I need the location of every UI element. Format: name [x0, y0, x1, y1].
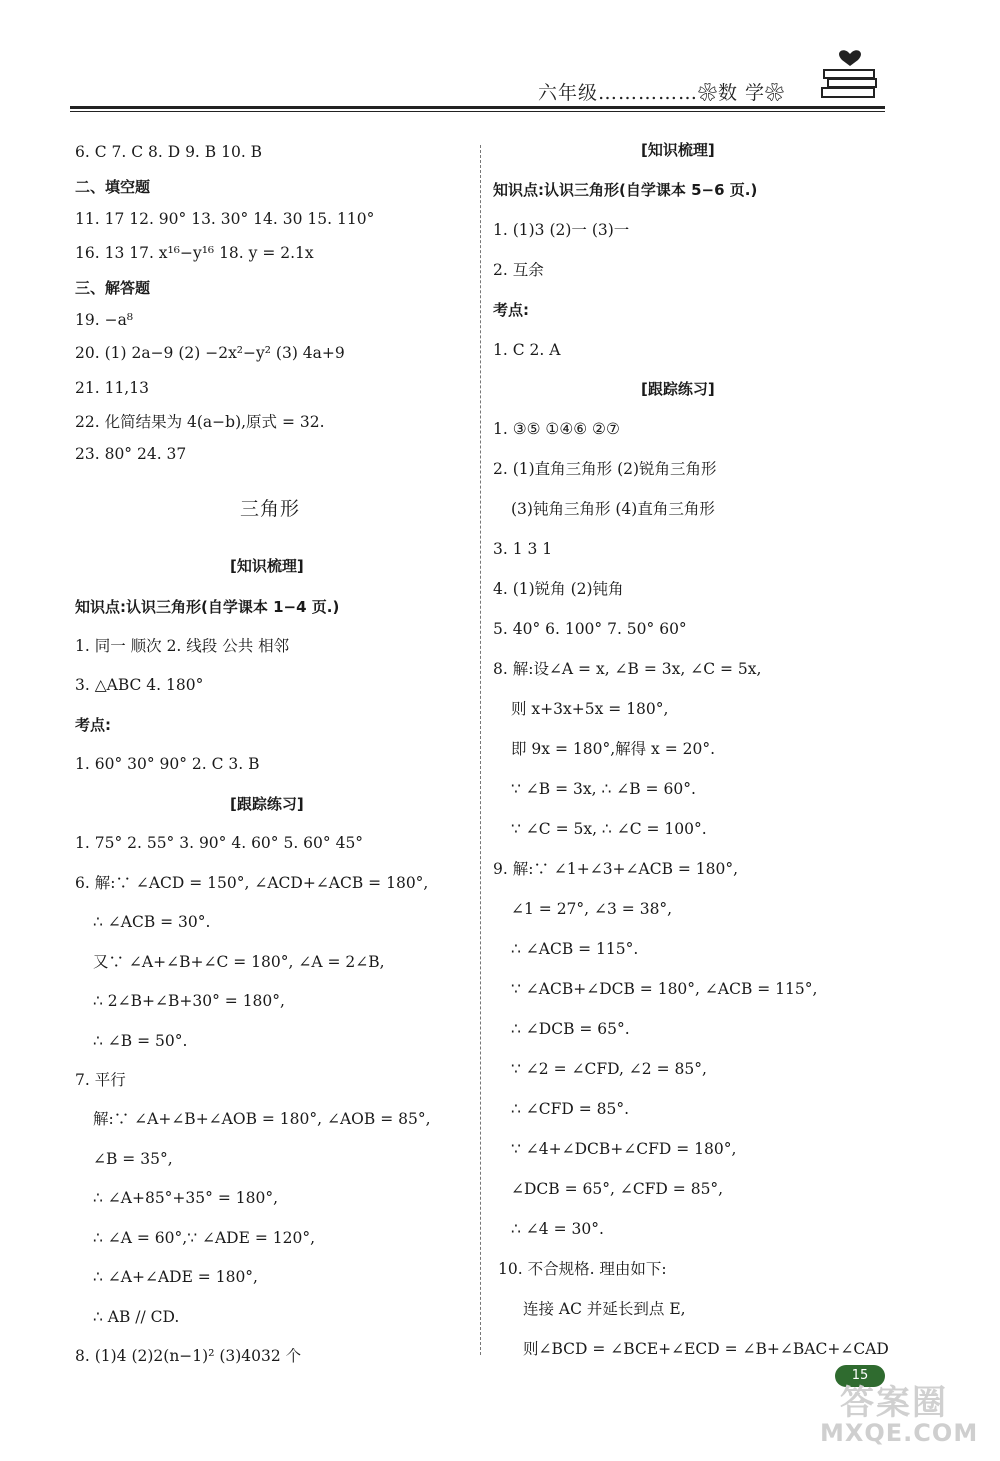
- answer-line: 1. (1)3 (2)一 (3)一: [493, 221, 630, 239]
- answer-line: 6. C 7. C 8. D 9. B 10. B: [75, 143, 263, 161]
- answer-line: 1. 同一 顺次 2. 线段 公共 相邻: [75, 637, 290, 655]
- answer-line: ∴ ∠ACB = 30°.: [93, 913, 211, 931]
- answer-line: 6. 解:∵ ∠ACD = 150°, ∠ACD+∠ACB = 180°,: [75, 874, 429, 892]
- answer-line: 22. 化简结果为 4(a−b),原式 = 32.: [75, 413, 325, 431]
- section-heading: 二、填空题: [75, 178, 151, 196]
- answer-line: 9. 解:∵ ∠1+∠3+∠ACB = 180°,: [493, 860, 739, 878]
- answer-line: 2. 互余: [493, 261, 544, 279]
- answer-line: 3. 1 3 1: [493, 540, 553, 558]
- page-number-badge: 15: [835, 1365, 885, 1387]
- answer-line: ∴ ∠ACB = 115°.: [511, 940, 639, 958]
- answer-line: ∴ ∠DCB = 65°.: [511, 1020, 630, 1038]
- topic-heading: 知识点:认识三角形(自学课本 5−6 页.): [493, 181, 758, 199]
- answer-line: 20. (1) 2a−9 (2) −2x²−y² (3) 4a+9: [75, 344, 345, 362]
- answer-line: ∠1 = 27°, ∠3 = 38°,: [511, 900, 673, 918]
- column-divider: [480, 145, 481, 1355]
- answer-line: 16. 13 17. x¹⁶−y¹⁶ 18. y = 2.1x: [75, 244, 314, 262]
- answer-line: ∵ ∠ACB+∠DCB = 180°, ∠ACB = 115°,: [511, 980, 818, 998]
- answer-line: ∴ 2∠B+∠B+30° = 180°,: [93, 992, 285, 1010]
- section-heading: 三、解答题: [75, 279, 151, 297]
- chapter-title: 三角形: [240, 498, 301, 520]
- answer-line: ∵ ∠C = 5x, ∴ ∠C = 100°.: [511, 820, 707, 838]
- answer-line: 11. 17 12. 90° 13. 30° 14. 30 15. 110°: [75, 210, 375, 228]
- answer-line: 5. 40° 6. 100° 7. 50° 60°: [493, 620, 687, 638]
- answer-line: ∠B = 35°,: [93, 1150, 173, 1168]
- answer-line: ∴ ∠A = 60°,∵ ∠ADE = 120°,: [93, 1229, 316, 1247]
- answer-line: 连接 AC 并延长到点 E,: [523, 1300, 686, 1318]
- header-rule-thin: [70, 111, 885, 112]
- answer-line: ∵ ∠2 = ∠CFD, ∠2 = 85°,: [511, 1060, 707, 1078]
- answer-line: 则 x+3x+5x = 180°,: [511, 700, 669, 718]
- section-heading: [跟踪练习]: [230, 795, 304, 813]
- section-heading: 考点:: [493, 301, 529, 319]
- answer-line: ∴ ∠A+85°+35° = 180°,: [93, 1189, 278, 1207]
- answer-line: 1. 60° 30° 90° 2. C 3. B: [75, 755, 260, 773]
- watermark-url: MXQE.COM: [820, 1419, 979, 1447]
- answer-line: ∴ ∠B = 50°.: [93, 1032, 188, 1050]
- answer-line: 8. (1)4 (2)2(n−1)² (3)4032 个: [75, 1347, 302, 1365]
- answer-line: 则∠BCD = ∠BCE+∠ECD = ∠B+∠BAC+∠CAD: [523, 1340, 889, 1358]
- answer-line: 1. C 2. A: [493, 341, 561, 359]
- header-rule: [70, 106, 885, 109]
- answer-line: 又∵ ∠A+∠B+∠C = 180°, ∠A = 2∠B,: [93, 953, 385, 971]
- answer-line: 解:∵ ∠A+∠B+∠AOB = 180°, ∠AOB = 85°,: [93, 1110, 431, 1128]
- header-title: 六年级……………❀数 学❀: [537, 82, 785, 104]
- books-icon: [820, 48, 880, 100]
- page-header: [70, 70, 890, 120]
- answer-line: ∠DCB = 65°, ∠CFD = 85°,: [511, 1180, 724, 1198]
- answer-line: ∵ ∠4+∠DCB+∠CFD = 180°,: [511, 1140, 737, 1158]
- answer-line: 1. 75° 2. 55° 3. 90° 4. 60° 5. 60° 45°: [75, 834, 364, 852]
- answer-line: ∴ ∠CFD = 85°.: [511, 1100, 630, 1118]
- answer-line: 1. ③⑤ ①④⑥ ②⑦: [493, 420, 620, 438]
- answer-line: ∵ ∠B = 3x, ∴ ∠B = 60°.: [511, 780, 696, 798]
- answer-line: ∴ ∠4 = 30°.: [511, 1220, 604, 1238]
- answer-line: 2. (1)直角三角形 (2)锐角三角形: [493, 460, 717, 478]
- answer-line: (3)钝角三角形 (4)直角三角形: [511, 500, 715, 518]
- answer-line: ∴ ∠A+∠ADE = 180°,: [93, 1268, 258, 1286]
- section-heading: [知识梳理]: [641, 141, 715, 159]
- answer-line: 21. 11,13: [75, 379, 149, 397]
- answer-line: 23. 80° 24. 37: [75, 445, 187, 463]
- section-heading: [跟踪练习]: [641, 380, 715, 398]
- section-heading: 考点:: [75, 716, 111, 734]
- answer-line: 8. 解:设∠A = x, ∠B = 3x, ∠C = 5x,: [493, 660, 762, 678]
- watermark: [820, 1375, 995, 1455]
- answer-line: 7. 平行: [75, 1071, 126, 1089]
- answer-line: ∴ AB // CD.: [93, 1308, 180, 1326]
- topic-heading: 知识点:认识三角形(自学课本 1−4 页.): [75, 598, 340, 616]
- answer-line: 3. △ABC 4. 180°: [75, 676, 204, 694]
- answer-line: 10. 不合规格. 理由如下:: [498, 1260, 667, 1278]
- answer-line: 19. −a⁸: [75, 311, 134, 329]
- section-heading: [知识梳理]: [230, 557, 304, 575]
- watermark-logo-text: 答案圈: [840, 1383, 948, 1423]
- answer-line: 4. (1)锐角 (2)钝角: [493, 580, 624, 598]
- answer-line: 即 9x = 180°,解得 x = 20°.: [511, 740, 716, 758]
